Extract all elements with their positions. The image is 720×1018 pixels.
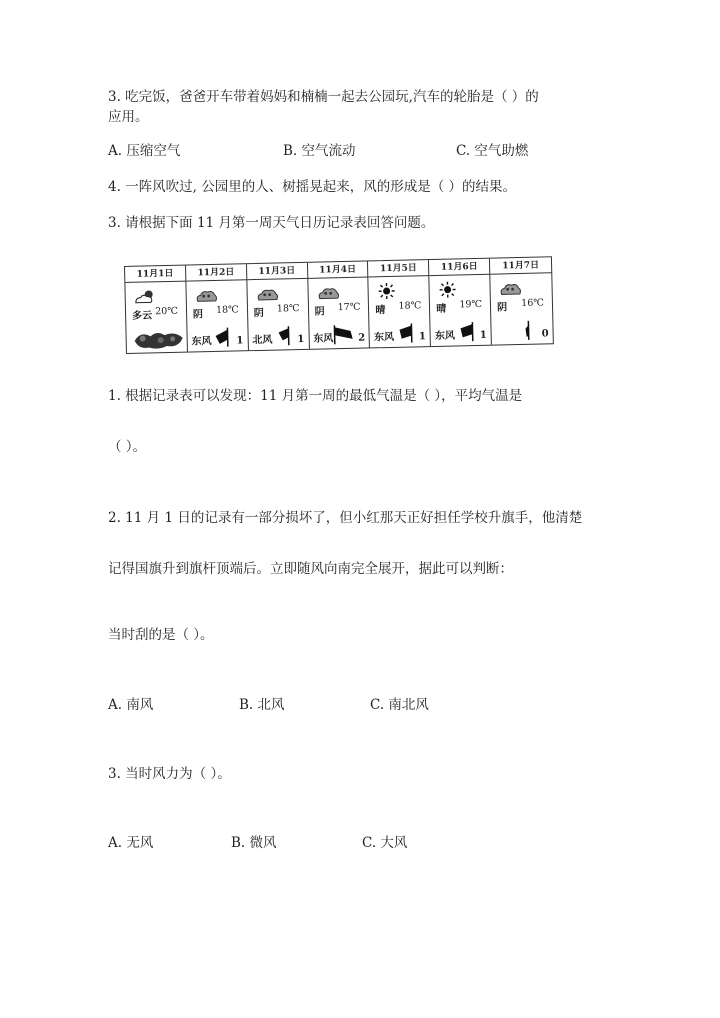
weather-condition: 阴: [253, 307, 264, 320]
weather-condition: 晴: [436, 303, 447, 315]
weather-day-cell: [125, 282, 187, 353]
date-header: 11月2日: [186, 264, 247, 281]
overcast-icon: [499, 280, 523, 297]
temperature: 18℃: [398, 300, 422, 312]
wind-level: 2: [358, 332, 366, 344]
sub-question-3-line: 3. 当时风力为（ ）。: [108, 766, 231, 782]
weather-calendar-table: [124, 256, 554, 354]
wind-level: 1: [479, 329, 487, 341]
wind-flag-icon: [452, 320, 476, 343]
weather-condition: 多云: [132, 310, 153, 322]
date-header: 11月6日: [429, 259, 490, 276]
date-header: 11月3日: [247, 263, 308, 280]
sub-question-2-line-1: 2. 11 月 1 日的记录有一部分损坏了，但小红那天正好担任学校升旗手，他清楚: [108, 510, 583, 526]
temperature: 18℃: [215, 304, 239, 316]
date-header: 11月1日: [125, 266, 186, 283]
question-3-line-1: 3. 吃完饭，爸爸开车带着妈妈和楠楠一起去公园玩,汽车的轮胎是（ ）的: [108, 89, 539, 105]
sunny-icon: [438, 281, 462, 298]
sunny-icon: [377, 283, 401, 300]
wind-flag-icon: [209, 326, 233, 349]
temperature: 18℃: [276, 303, 300, 315]
sub-question-1-line-2: （ ）。: [108, 439, 147, 455]
temperature: 17℃: [337, 301, 361, 314]
sub-question-1-line-1: 1. 根据记录表可以发现：11 月第一周的最低气温是（ ），平均气温是: [108, 388, 523, 404]
weather-condition: 晴: [375, 305, 386, 317]
weather-day-cell: [186, 280, 248, 351]
sub-question-3-option-c: C. 大风: [362, 835, 408, 851]
wind-direction: 东风: [434, 330, 456, 342]
wind-level: 1: [297, 333, 305, 346]
wind-flag-icon: [392, 321, 416, 344]
date-header: 11月5日: [368, 260, 429, 277]
wind-direction: 北风: [252, 334, 273, 347]
wind-level: 1: [236, 335, 244, 347]
overcast-icon: [316, 284, 340, 301]
wind-level: 0: [541, 328, 549, 340]
partly-cloudy-icon: [134, 288, 158, 305]
temperature: 16℃: [521, 297, 545, 309]
temperature: 19℃: [459, 298, 483, 311]
wind-flag-icon: [514, 319, 538, 342]
wind-level: 1: [418, 331, 427, 343]
sub-question-3-option-b: B. 微风: [231, 835, 277, 851]
weather-condition: 阴: [192, 309, 204, 321]
sub-question-2-line-3: 当时刮的是（ ）。: [108, 627, 214, 643]
weather-condition: 阴: [497, 302, 508, 314]
weather-day-cell: [369, 276, 431, 347]
sub-question-2-option-a: A. 南风: [108, 697, 154, 713]
section-3-intro: 3. 请根据下面 11 月第一周天气日历记录表回答问题。: [108, 215, 435, 231]
date-header: 11月4日: [308, 261, 369, 278]
wind-direction: 东风: [313, 333, 334, 345]
weather-day-cell: [247, 279, 309, 350]
question-3-option-a: A. 压缩空气: [108, 143, 181, 159]
sub-question-2-option-b: B. 北风: [239, 697, 285, 713]
wind-direction: 东风: [191, 336, 212, 348]
overcast-icon: [255, 285, 279, 302]
weather-day-cell: [308, 277, 370, 348]
question-3-option-b: B. 空气流动: [283, 143, 356, 159]
sub-question-2-option-c: C. 南北风: [370, 697, 429, 713]
weather-condition: 阴: [314, 306, 325, 318]
sub-question-3-option-a: A. 无风: [108, 835, 154, 851]
question-3-option-c: C. 空气助燃: [456, 143, 529, 159]
date-header: 11月7日: [490, 257, 551, 274]
weather-day-cell: [430, 275, 492, 346]
sub-question-2-line-2: 记得国旗升到旗杆顶端后。立即随风向南完全展开，据此可以判断：: [108, 561, 513, 577]
overcast-icon: [194, 287, 218, 304]
temperature: 20℃: [155, 305, 179, 318]
weather-day-cell: [490, 273, 552, 344]
question-4-line: 4. 一阵风吹过, 公园里的人、树摇晃起来，风的形成是（ ）的结果。: [108, 179, 517, 195]
damaged-area: [132, 328, 184, 351]
wind-direction: 东风: [373, 331, 395, 344]
wind-flag-icon: [270, 324, 294, 347]
question-3-line-2: 应用。: [108, 109, 149, 125]
wind-flag-icon: [331, 323, 355, 346]
